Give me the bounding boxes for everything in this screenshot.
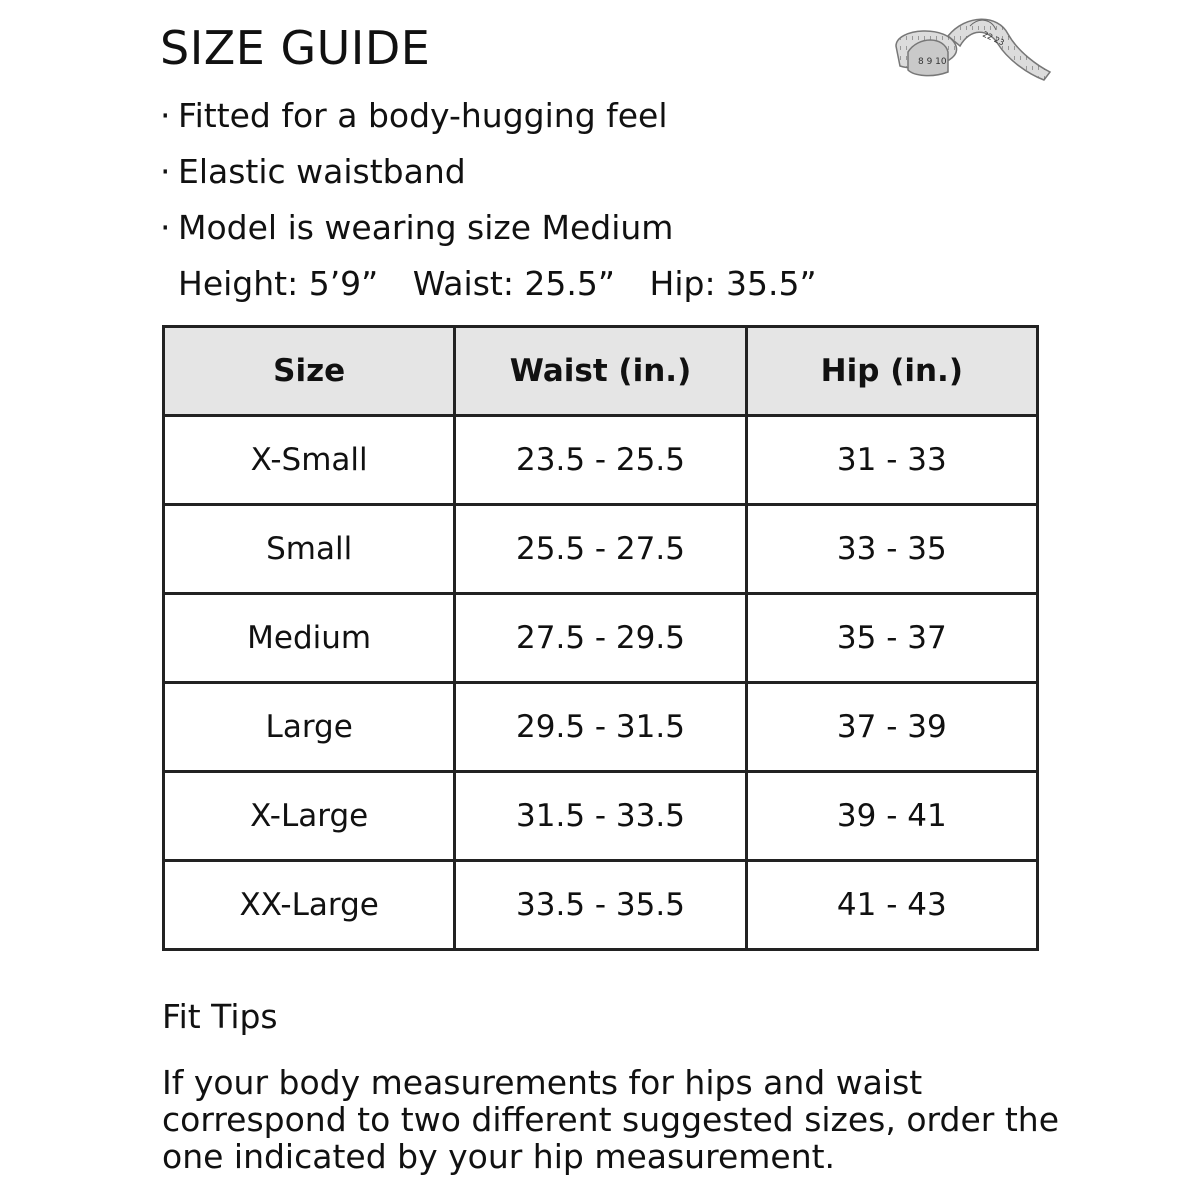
size-chart-table	[162, 325, 1039, 951]
cell-hip: 31 - 33	[746, 416, 1037, 505]
cell-waist: 25.5 - 27.5	[455, 505, 746, 594]
bullet-text: Elastic waistband	[178, 152, 466, 191]
cell-hip: 33 - 35	[746, 505, 1037, 594]
cell-size: Medium	[164, 594, 455, 683]
cell-hip: 35 - 37	[746, 594, 1037, 683]
list-item	[160, 202, 673, 258]
table-header-row	[164, 327, 1038, 416]
header-waist: Waist (in.)	[455, 327, 746, 416]
measuring-tape-icon	[888, 6, 1058, 86]
header-hip: Hip (in.)	[746, 327, 1037, 416]
cell-waist: 27.5 - 29.5	[455, 594, 746, 683]
cell-waist: 23.5 - 25.5	[455, 416, 746, 505]
cell-size: XX-Large	[164, 861, 455, 950]
cell-hip: 39 - 41	[746, 772, 1037, 861]
model-height: Height: 5’9”	[178, 264, 379, 303]
svg-text:22 23: 22 23	[981, 29, 1006, 48]
table-row	[164, 505, 1038, 594]
fit-tips-title: Fit Tips	[162, 997, 278, 1036]
bullet-text: Fitted for a body-hugging feel	[178, 96, 668, 135]
bullet-marker: ·	[160, 96, 171, 135]
table-row	[164, 683, 1038, 772]
model-waist: Waist: 25.5”	[412, 264, 616, 303]
header-size: Size	[164, 327, 455, 416]
table-row	[164, 772, 1038, 861]
list-item	[160, 90, 673, 146]
cell-hip: 41 - 43	[746, 861, 1037, 950]
fit-tips-text: If your body measurements for hips and waist correspond to two different suggested sizes, order the one indicated by your hip measurement.	[162, 1063, 1059, 1176]
cell-waist: 33.5 - 35.5	[455, 861, 746, 950]
cell-size: X-Small	[164, 416, 455, 505]
model-hip: Hip: 35.5”	[649, 264, 817, 303]
cell-size: Large	[164, 683, 455, 772]
bullet-marker: ·	[160, 208, 171, 247]
cell-size: X-Large	[164, 772, 455, 861]
bullet-marker: ·	[160, 152, 171, 191]
model-measurements	[178, 258, 841, 310]
cell-waist: 29.5 - 31.5	[455, 683, 746, 772]
list-item	[160, 146, 673, 202]
cell-hip: 37 - 39	[746, 683, 1037, 772]
cell-size: Small	[164, 505, 455, 594]
feature-list	[160, 90, 673, 258]
table-row	[164, 861, 1038, 950]
table-row	[164, 416, 1038, 505]
page-title: SIZE GUIDE	[160, 21, 431, 75]
cell-waist: 31.5 - 33.5	[455, 772, 746, 861]
svg-text:8 9 10: 8 9 10	[918, 57, 947, 67]
bullet-text: Model is wearing size Medium	[178, 208, 674, 247]
table-row	[164, 594, 1038, 683]
